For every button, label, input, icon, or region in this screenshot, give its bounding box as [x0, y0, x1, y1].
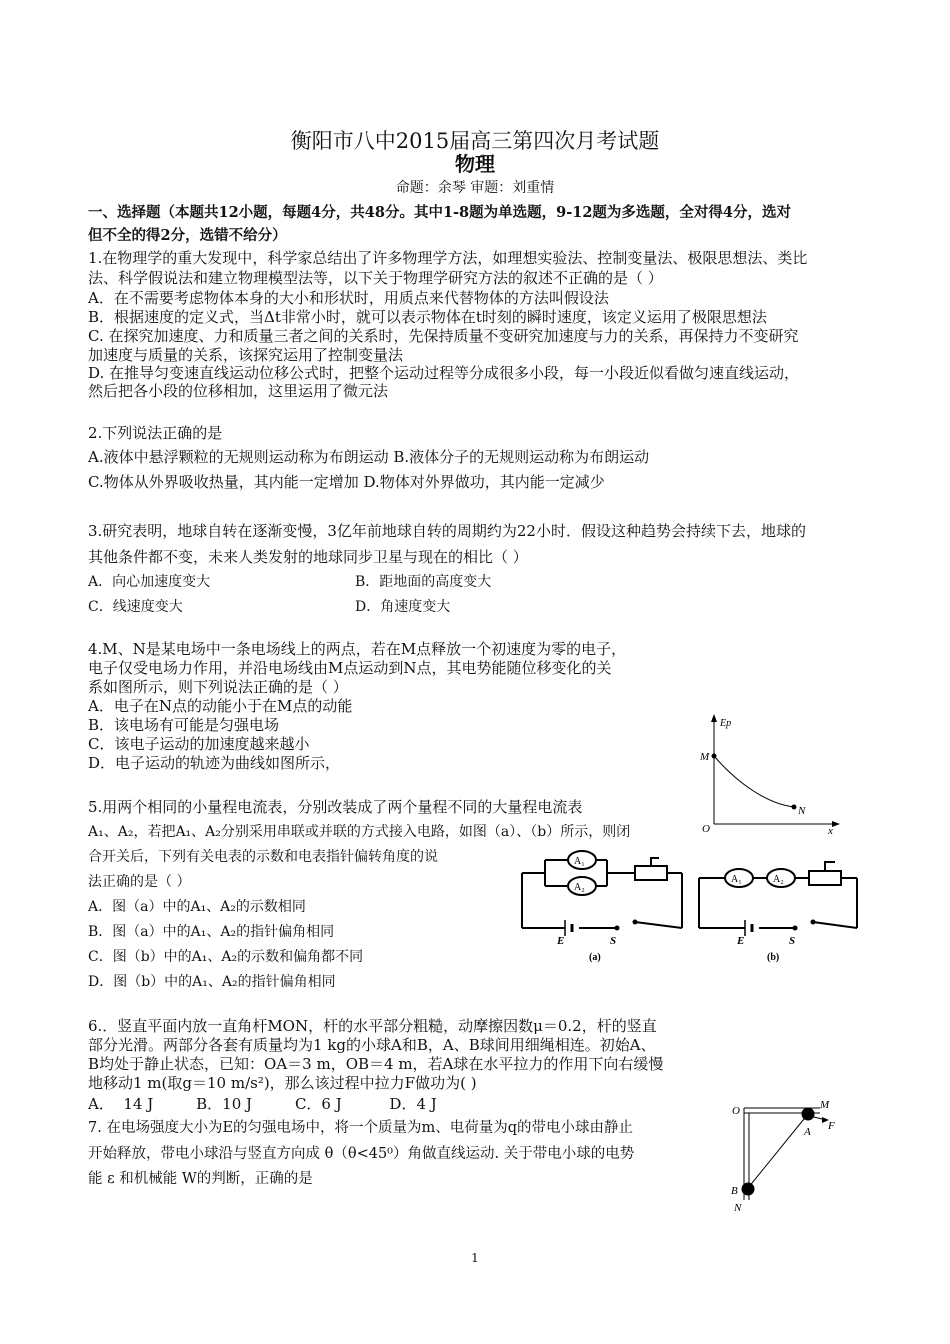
- q4-stem-line1: 4.M、N是某电场中一条电场线上的两点，若在M点释放一个初速度为零的电子，: [88, 640, 627, 658]
- x-axis-label: x: [828, 825, 833, 837]
- q1-stem-line1: 1.在物理学的重大发现中，科学家总结出了许多物理学方法，如理想实验法、控制变量法、极限思想法、类比: [88, 249, 808, 267]
- q6-stem-line1: 6.．竖直平面内放一直角杆MON，杆的水平部分粗糙，动摩擦因数μ＝0.2，杆的竖直: [88, 1017, 657, 1035]
- section-heading-line1: 一、选择题（本题共12小题，每题4分，共48分。其中1-8题为单选题，9-12题为多选题，全对得4分，选对: [88, 204, 792, 221]
- point-m: [712, 754, 717, 759]
- meter-a1-label-a: A₁: [574, 856, 585, 867]
- q1-option-c-line1: C. 在探究加速度、力和质量三者之间的关系时，先保持质量不变研究加速度与力的关系，再保持力不变研究: [88, 327, 799, 345]
- switch-label-b: S: [789, 935, 796, 947]
- battery-label-a: E: [557, 935, 565, 947]
- switch-label-a: S: [610, 935, 617, 947]
- q5-stem-line3: 合开关后，下列有关电表的示数和电表指针偏转角度的说: [88, 849, 438, 865]
- q6-stem-line3: B均处于静止状态，已知：OA＝3 m，OB＝4 m，若A球在水平拉力的作用下向右缓慢: [88, 1055, 664, 1073]
- y-axis-label: Ep: [720, 718, 732, 729]
- q5-stem-line2: A₁、A₂，若把A₁、A₂分别采用串联或并联的方式接入电路，如图（a）、（b）所示，则闭: [88, 824, 631, 840]
- q5-stem-line1: 5.用两个相同的小量程电流表，分别改装成了两个量程不同的大量程电流表: [88, 798, 583, 816]
- q7-stem-line3: 能 ε 和机械能 W的判断，正确的是: [88, 1171, 313, 1187]
- label-f: F: [828, 1120, 835, 1132]
- string-ab: [748, 1114, 808, 1188]
- q1-option-d-line1: D. 在推导匀变速直线运动位移公式时，把整个运动过程等分成很多小段，每一小段近似看做匀速直线运动，: [88, 364, 800, 382]
- meter-a2-label-a: A₂: [574, 882, 585, 893]
- ball-b: [742, 1183, 755, 1196]
- q4-option-d: D．电子运动的轨迹为曲线如图所示，: [88, 754, 341, 772]
- meter-a2-label-b: A₂: [773, 874, 784, 885]
- q6-options: A． 14 J B．10 J C．6 J D．4 J: [88, 1095, 437, 1113]
- q7-stem-line1: 7. 在电场强度大小为E的匀强电场中，将一个质量为m、电荷量为q的带电小球由静止: [88, 1120, 634, 1136]
- q5-option-b: B．图（a）中的A₁、A₂的指针偏角相同: [88, 924, 335, 940]
- q2-stem: 2.下列说法正确的是: [88, 424, 223, 442]
- circuit-diagrams: [517, 848, 867, 968]
- ep-curve: [714, 756, 794, 807]
- ep-x-graph: [698, 712, 848, 837]
- ball-a: [802, 1108, 815, 1121]
- label-a: A: [804, 1126, 811, 1138]
- q3-stem-line1: 3.研究表明，地球自转在逐渐变慢，3亿年前地球自转的周期约为22小时．假设这种趋势会持续下去，地球的: [88, 522, 806, 540]
- point-n: [792, 805, 797, 810]
- q5-option-d: D．图（b）中的A₁、A₂的指针偏角相同: [88, 974, 336, 990]
- rheostat-a: [635, 866, 667, 880]
- q1-option-b: B．根据速度的定义式，当Δt非常小时，就可以表示物体在t时刻的瞬时速度，该定义运用了极限思想法: [88, 308, 767, 326]
- battery-label-b: E: [737, 935, 745, 947]
- q1-option-c-line2: 加速度与质量的关系，该探究运用了控制变量法: [88, 346, 404, 364]
- rod-mon-figure: [728, 1096, 858, 1216]
- q6-stem-line2: 部分光滑。两部分各套有质量均为1 kg的小球A和B，A、B球间用细绳相连。初始A、: [88, 1036, 656, 1054]
- meter-a1-label-b: A₁: [731, 874, 742, 885]
- page-number: 1: [471, 1251, 479, 1265]
- circuit-a: [522, 858, 682, 928]
- label-m: M: [820, 1099, 830, 1111]
- authors-line: 命题：余琴 审题：刘重情: [395, 180, 555, 196]
- q3-stem-line2: 其他条件都不变，未来人类发射的地球同步卫星与现在的相比（ ）: [88, 548, 528, 566]
- y-axis-arrow: [711, 714, 717, 722]
- q1-option-a: A．在不需要考虑物体本身的大小和形状时，用质点来代替物体的方法叫假设法: [88, 289, 609, 307]
- q5-stem-line4: 法正确的是（ ）: [88, 874, 191, 890]
- q3-option-a: A．向心加速度变大: [88, 574, 211, 590]
- q1-stem-line2: 法、科学假说法和建立物理模型法等，以下关于物理学研究方法的叙述不正确的是（ ）: [88, 269, 663, 287]
- q3-option-c: C．线速度变大: [88, 599, 183, 615]
- origin-label: O: [702, 823, 710, 835]
- section-heading-line2: 但不全的得2分，选错不给分）: [88, 227, 287, 244]
- label-n: N: [734, 1202, 742, 1214]
- rheostat-b: [809, 871, 841, 885]
- exam-title: 衡阳市八中2015届高三第四次月考试题: [290, 129, 660, 153]
- q1-option-d-line2: 然后把各小段的位移相加，这里运用了微元法: [88, 382, 389, 400]
- q5-option-a: A．图（a）中的A₁、A₂的示数相同: [88, 899, 306, 915]
- q4-option-c: C．该电子运动的加速度越来越小: [88, 735, 310, 753]
- q3-option-d: D．角速度变大: [355, 599, 451, 615]
- q4-stem-line3: 系如图所示，则下列说法正确的是（ ）: [88, 678, 348, 696]
- label-n: N: [798, 805, 806, 817]
- q4-option-b: B．该电场有可能是匀强电场: [88, 716, 280, 734]
- q4-option-a: A．电子在N点的动能小于在M点的动能: [88, 697, 353, 715]
- q2-options-ab: A.液体中悬浮颗粒的无规则运动称为布朗运动 B.液体分子的无规则运动称为布朗运动: [88, 448, 650, 466]
- label-o: O: [732, 1105, 740, 1117]
- q2-options-cd: C.物体从外界吸收热量，其内能一定增加 D.物体对外界做功，其内能一定减少: [88, 473, 605, 491]
- q7-stem-line2: 开始释放，带电小球沿与竖直方向成 θ（θ<45⁰）角做直线运动. 关于带电小球的电势: [88, 1146, 635, 1162]
- q3-option-b: B．距地面的高度变大: [355, 574, 492, 590]
- q5-option-c: C．图（b）中的A₁、A₂的示数和偏角都不同: [88, 949, 364, 965]
- circuit-label-a: (a): [589, 952, 601, 963]
- subject-title: 物理: [455, 152, 495, 176]
- label-m: M: [700, 751, 710, 763]
- circuit-label-b: (b): [767, 952, 780, 963]
- x-axis-arrow: [832, 821, 840, 827]
- q6-stem-line4: 地移动1 m(取g＝10 m/s²)，那么该过程中拉力F做功为( ): [88, 1074, 477, 1092]
- q4-stem-line2: 电子仅受电场力作用，并沿电场线由M点运动到N点，其电势能随位移变化的关: [88, 659, 612, 677]
- label-b: B: [731, 1185, 738, 1197]
